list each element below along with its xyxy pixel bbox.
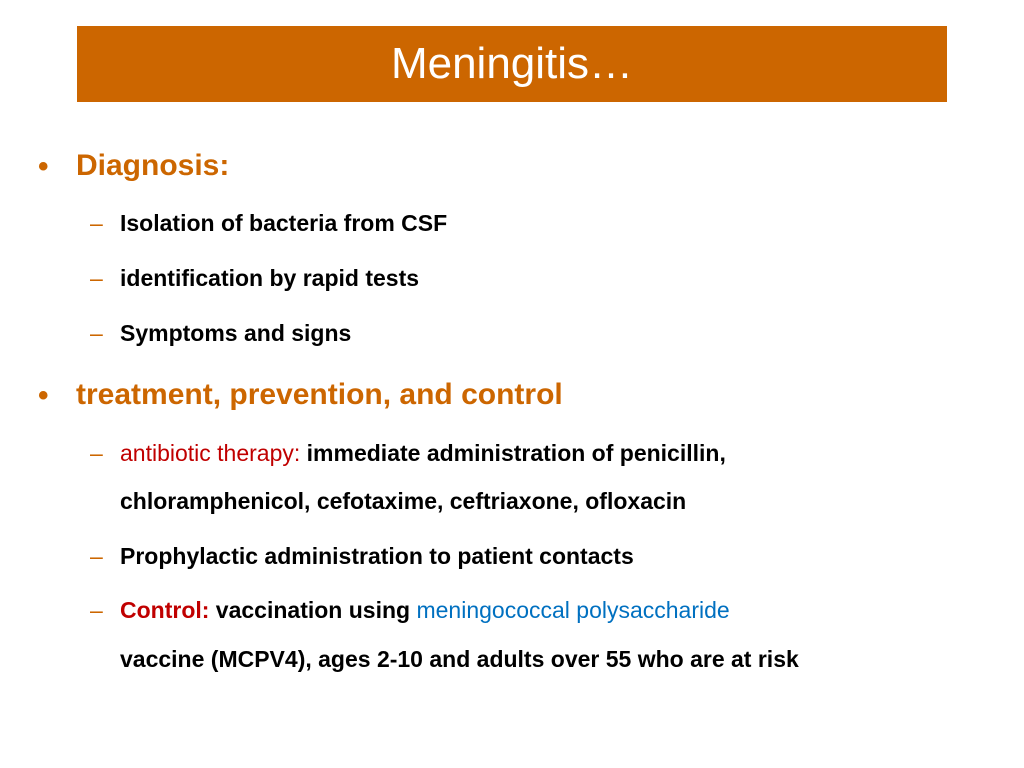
sub-bullet-symptoms: Symptoms and signs xyxy=(120,320,352,346)
control-label: Control: xyxy=(120,597,210,623)
sub-bullet-identification: identification by rapid tests xyxy=(120,265,420,291)
control-text: vaccination using xyxy=(209,597,417,623)
bullet-heading-treatment: treatment, prevention, and control xyxy=(76,378,563,411)
sub-bullet-antibiotic-line1 xyxy=(120,442,726,465)
sub-bullet-marker: – xyxy=(90,597,103,623)
sub-bullet-marker: – xyxy=(90,210,103,236)
sub-bullet-control-line1 xyxy=(120,599,730,622)
antibiotic-therapy-label: antibiotic therapy: xyxy=(120,440,301,466)
sub-bullet-marker: – xyxy=(90,543,103,569)
bullet-marker: • xyxy=(38,379,49,412)
sub-bullet-control-line2: vaccine (MCPV4), ages 2-10 and adults over 55 who are at risk xyxy=(120,646,799,672)
vaccine-highlight: meningococcal polysaccharide xyxy=(416,597,730,623)
sub-bullet-prophylactic: Prophylactic administration to patient contacts xyxy=(120,543,634,569)
slide-title: Meningitis… xyxy=(390,39,634,88)
sub-bullet-marker: – xyxy=(90,440,103,466)
bullet-heading-diagnosis: Diagnosis: xyxy=(76,149,230,182)
sub-bullet-isolation: Isolation of bacteria from CSF xyxy=(120,210,448,236)
antibiotic-therapy-text: immediate administration of penicillin, xyxy=(300,440,726,466)
sub-bullet-antibiotic-line2: chloramphenicol, cefotaxime, ceftriaxone, ofloxacin xyxy=(120,488,687,514)
sub-bullet-marker: – xyxy=(90,265,103,291)
sub-bullet-marker: – xyxy=(90,320,103,346)
bullet-marker: • xyxy=(38,150,49,183)
